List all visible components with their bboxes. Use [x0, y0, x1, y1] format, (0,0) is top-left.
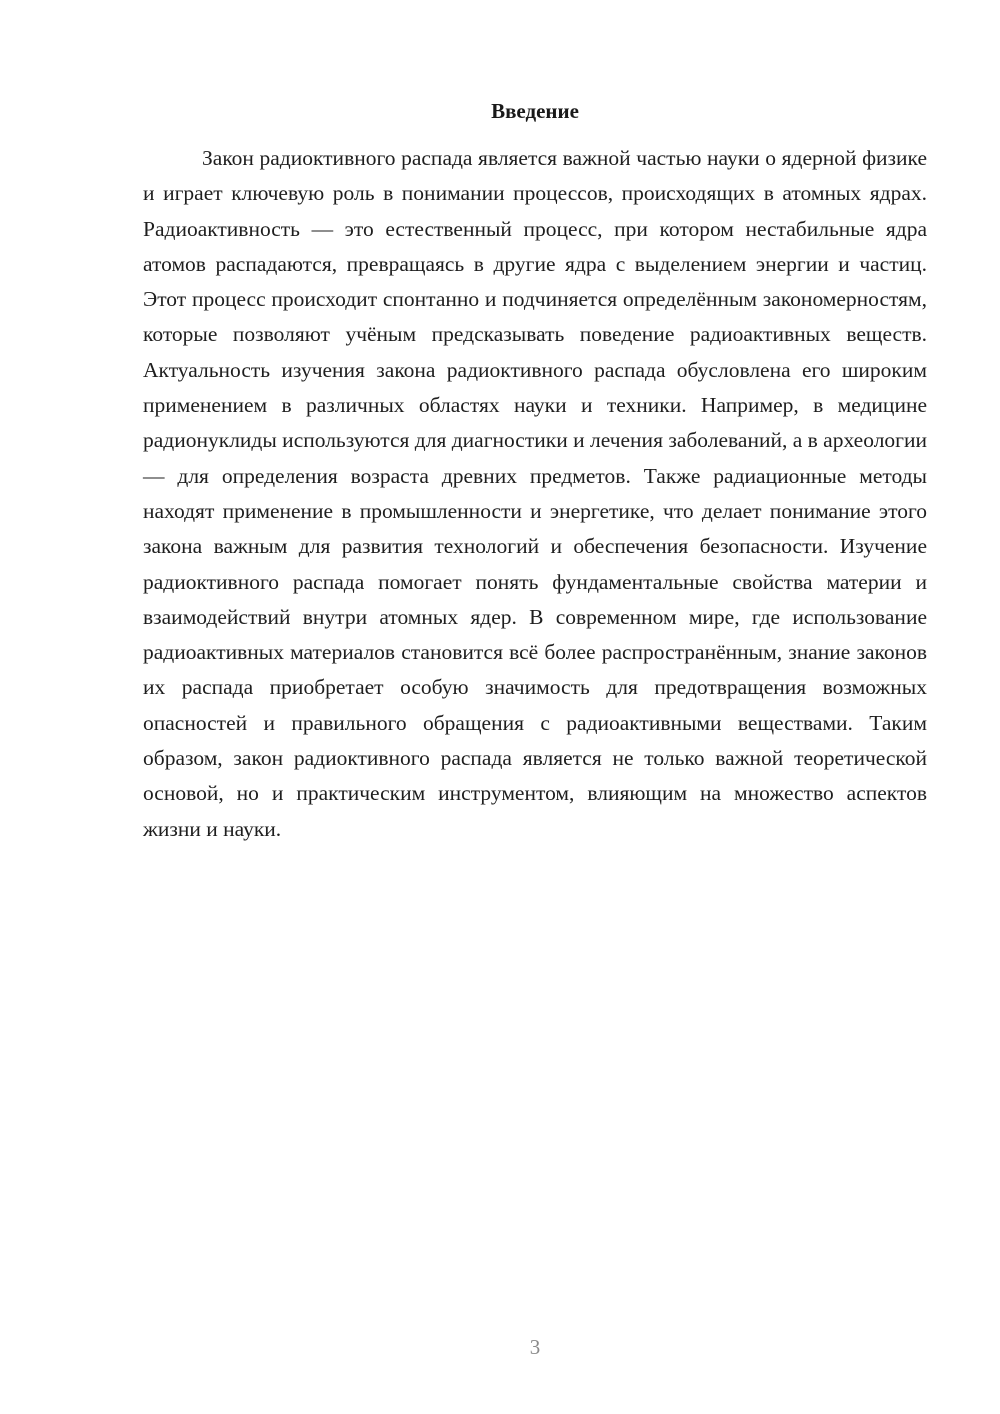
page-number: 3: [529, 1335, 541, 1359]
section-heading: Введение: [491, 99, 579, 123]
body-paragraph: Закон радиоктивного распада является важной частью науки о ядерной физике и играет ключевую роль в понимании процессов, происходящих в атомных ядрах. Радиоактивность — это естественный процесс, при котором нестабильные ядра атомов распадаются, превращаясь в другие ядра с выделением энергии и частиц. Этот процесс происходит спонтанно и подчиняется определённым закономерностям, которые позволяют учёным предсказывать поведение радиоактивных веществ. Актуальность изучения закона радиоктивного распада обусловлена его широким применением в различных областях науки и техники. Например, в медицине радионуклиды используются для диагностики и лечения заболеваний, а в археологии — для определения возраста древних предметов. Также радиационные методы находят применение в промышленности и энергетике, что делает понимание этого закона важным для развития технологий и обеспечения безопасности. Изучение радиоктивного распада помогает понять фундаментальные свойства материи и взаимодействий внутри атомных ядер. В современном мире, где использование радиоактивных материалов становится всё более распространённым, знание законов их распада приобретает особую значимость для предотвращения возможных опасностей и правильного обращения с радиоактивными веществами. Таким образом, закон радиоктивного распада является не только важной теоретической основой, но и практическим инструментом, влияющим на множество аспектов жизни и науки.: [143, 146, 927, 841]
